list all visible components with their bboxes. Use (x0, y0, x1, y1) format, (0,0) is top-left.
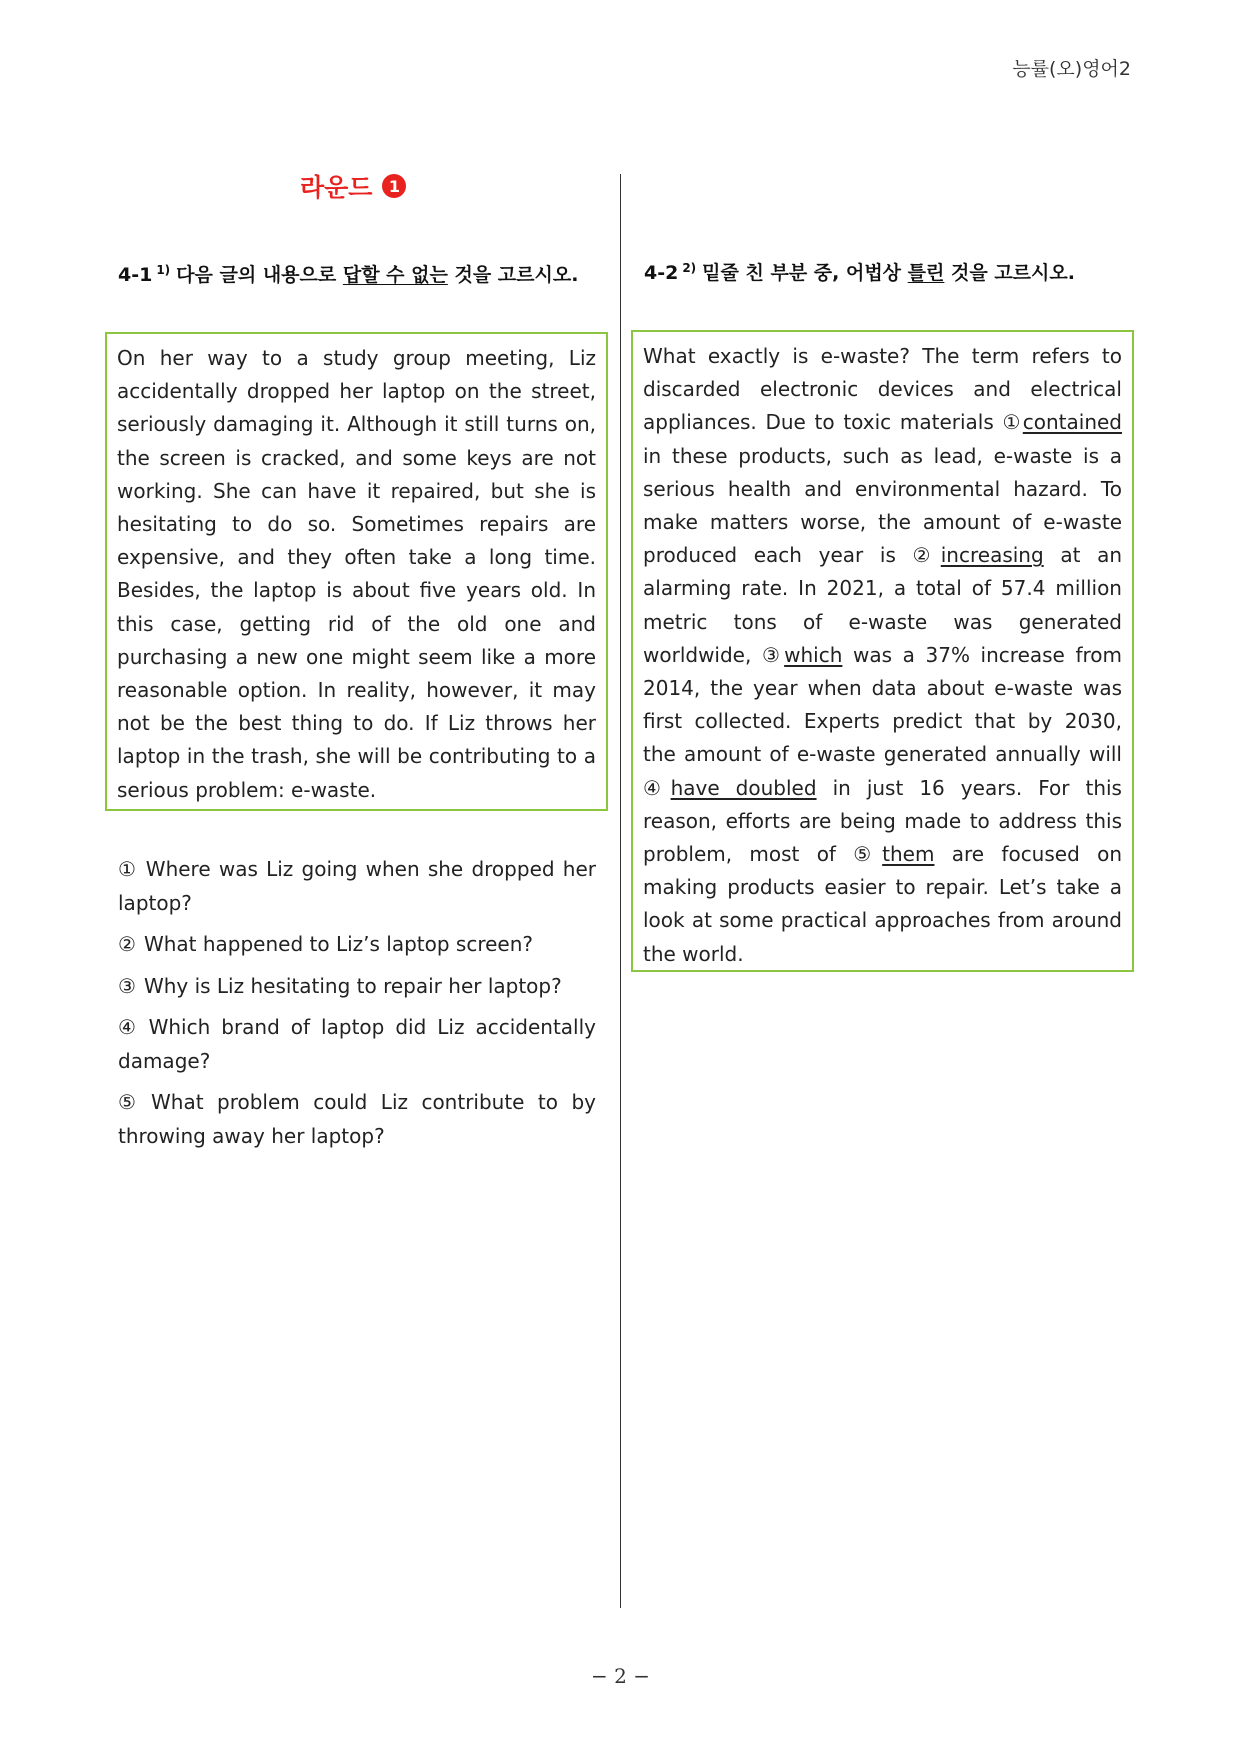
choice-number: ② (118, 932, 136, 956)
answer-choice[interactable] (118, 1086, 596, 1153)
choice-number: ③ (118, 973, 136, 998)
underline-marker-2: ② (912, 543, 941, 568)
underlined-option-5: them (882, 842, 935, 867)
question-text-end: 것을 고르시오. (447, 264, 579, 286)
page-number: − 2 − (591, 1664, 650, 1688)
choice-text: What happened to Liz’s laptop screen? (143, 932, 534, 956)
question-key-phrase: 답할 수 없는 (342, 264, 448, 286)
underlined-option-3: which (784, 642, 843, 667)
choice-text: Where was Liz going when she dropped her laptop? (118, 857, 596, 915)
underline-marker-5: ⑤ (853, 842, 883, 867)
question-text: 다음 글의 내용으로 (176, 264, 343, 286)
question-text-end: 것을 고르시오. (944, 262, 1075, 284)
passage-text: On her way to a study group meeting, Liz accidentally dropped her laptop on the street, seriously damaging it. Although it still turns on, the screen is cracked, and some keys are not working. She can have it repaired, but she is hesitating to do so. Sometimes repairs are expensive, and they often take a long time. Besides, the laptop is about five years old. In this case, getting rid of the old one and purchasing a new one might seem like a more reasonable option. In reality, however, it may not be the best thing to do. If Liz throws her laptop in the trash, she will be contributing to a serious problem: e-waste. (117, 346, 596, 802)
passage-text: are focused on making products easier to repair. Let’s take a look at some practical approaches from around the world. (643, 842, 1122, 966)
choice-number: ① (118, 857, 138, 881)
answer-choices-4-1 (118, 853, 596, 1161)
question-text: 밑줄 친 부분 중, 어법상 (702, 262, 908, 284)
underline-marker-4: ④ (643, 775, 671, 800)
choice-text: What problem could Liz contribute to by throwing away her laptop? (118, 1090, 596, 1148)
header-label: 능률(오)영어2 (1012, 58, 1131, 80)
underline-marker-1: ① (1002, 410, 1023, 435)
answer-choice[interactable] (118, 928, 596, 962)
passage-box-4-1 (105, 332, 608, 811)
underline-marker-3: ③ (761, 642, 785, 667)
answer-choice[interactable] (118, 970, 596, 1004)
column-divider (620, 174, 621, 1608)
passage-text: was a 37% increase from 2014, the year when data about e-waste was first collected. Experts predict that by 2030, the amount of e-waste generated annually will (643, 642, 1123, 767)
question-4-1-title (118, 260, 578, 287)
footnote-mark: 2) (682, 261, 697, 275)
footnote-mark: 1) (156, 263, 171, 277)
passage-box-4-2 (631, 330, 1134, 972)
question-number: 4-1 (118, 264, 153, 286)
answer-choice[interactable] (118, 1011, 596, 1078)
choice-text: Why is Liz hesitating to repair her laptop? (143, 973, 562, 998)
underlined-option-2: increasing (940, 543, 1044, 568)
passage-text: at an alarming rate. In 2021, a total of 57.4 million metric tons of e-waste was generated worldwide, (643, 543, 1123, 667)
question-key-phrase: 틀린 (907, 262, 945, 284)
question-4-2-title (644, 258, 1075, 285)
passage-text: in just 16 years. For this reason, efforts are being made to address this problem, most of (643, 775, 1122, 867)
underlined-option-1: contained (1022, 410, 1123, 435)
choice-text: Which brand of laptop did Liz accidentally damage? (118, 1015, 596, 1073)
choice-number: ④ (118, 1015, 141, 1039)
underlined-option-4: have doubled (670, 775, 817, 800)
choice-number: ⑤ (118, 1090, 144, 1114)
passage-text: What exactly is e-waste? The term refers to discarded electronic devices and electrical appliances. Due to toxic materials (643, 344, 1122, 435)
question-number: 4-2 (644, 262, 679, 284)
answer-choice[interactable] (118, 853, 596, 920)
round-title (300, 168, 406, 204)
round-title-text: 라운드 (300, 173, 373, 202)
round-number-badge: 1 (382, 174, 406, 198)
passage-text: in these products, such as lead, e-waste is a serious health and environmental hazard. To make matters worse, the amount of e-waste produced each year is (643, 443, 1122, 568)
